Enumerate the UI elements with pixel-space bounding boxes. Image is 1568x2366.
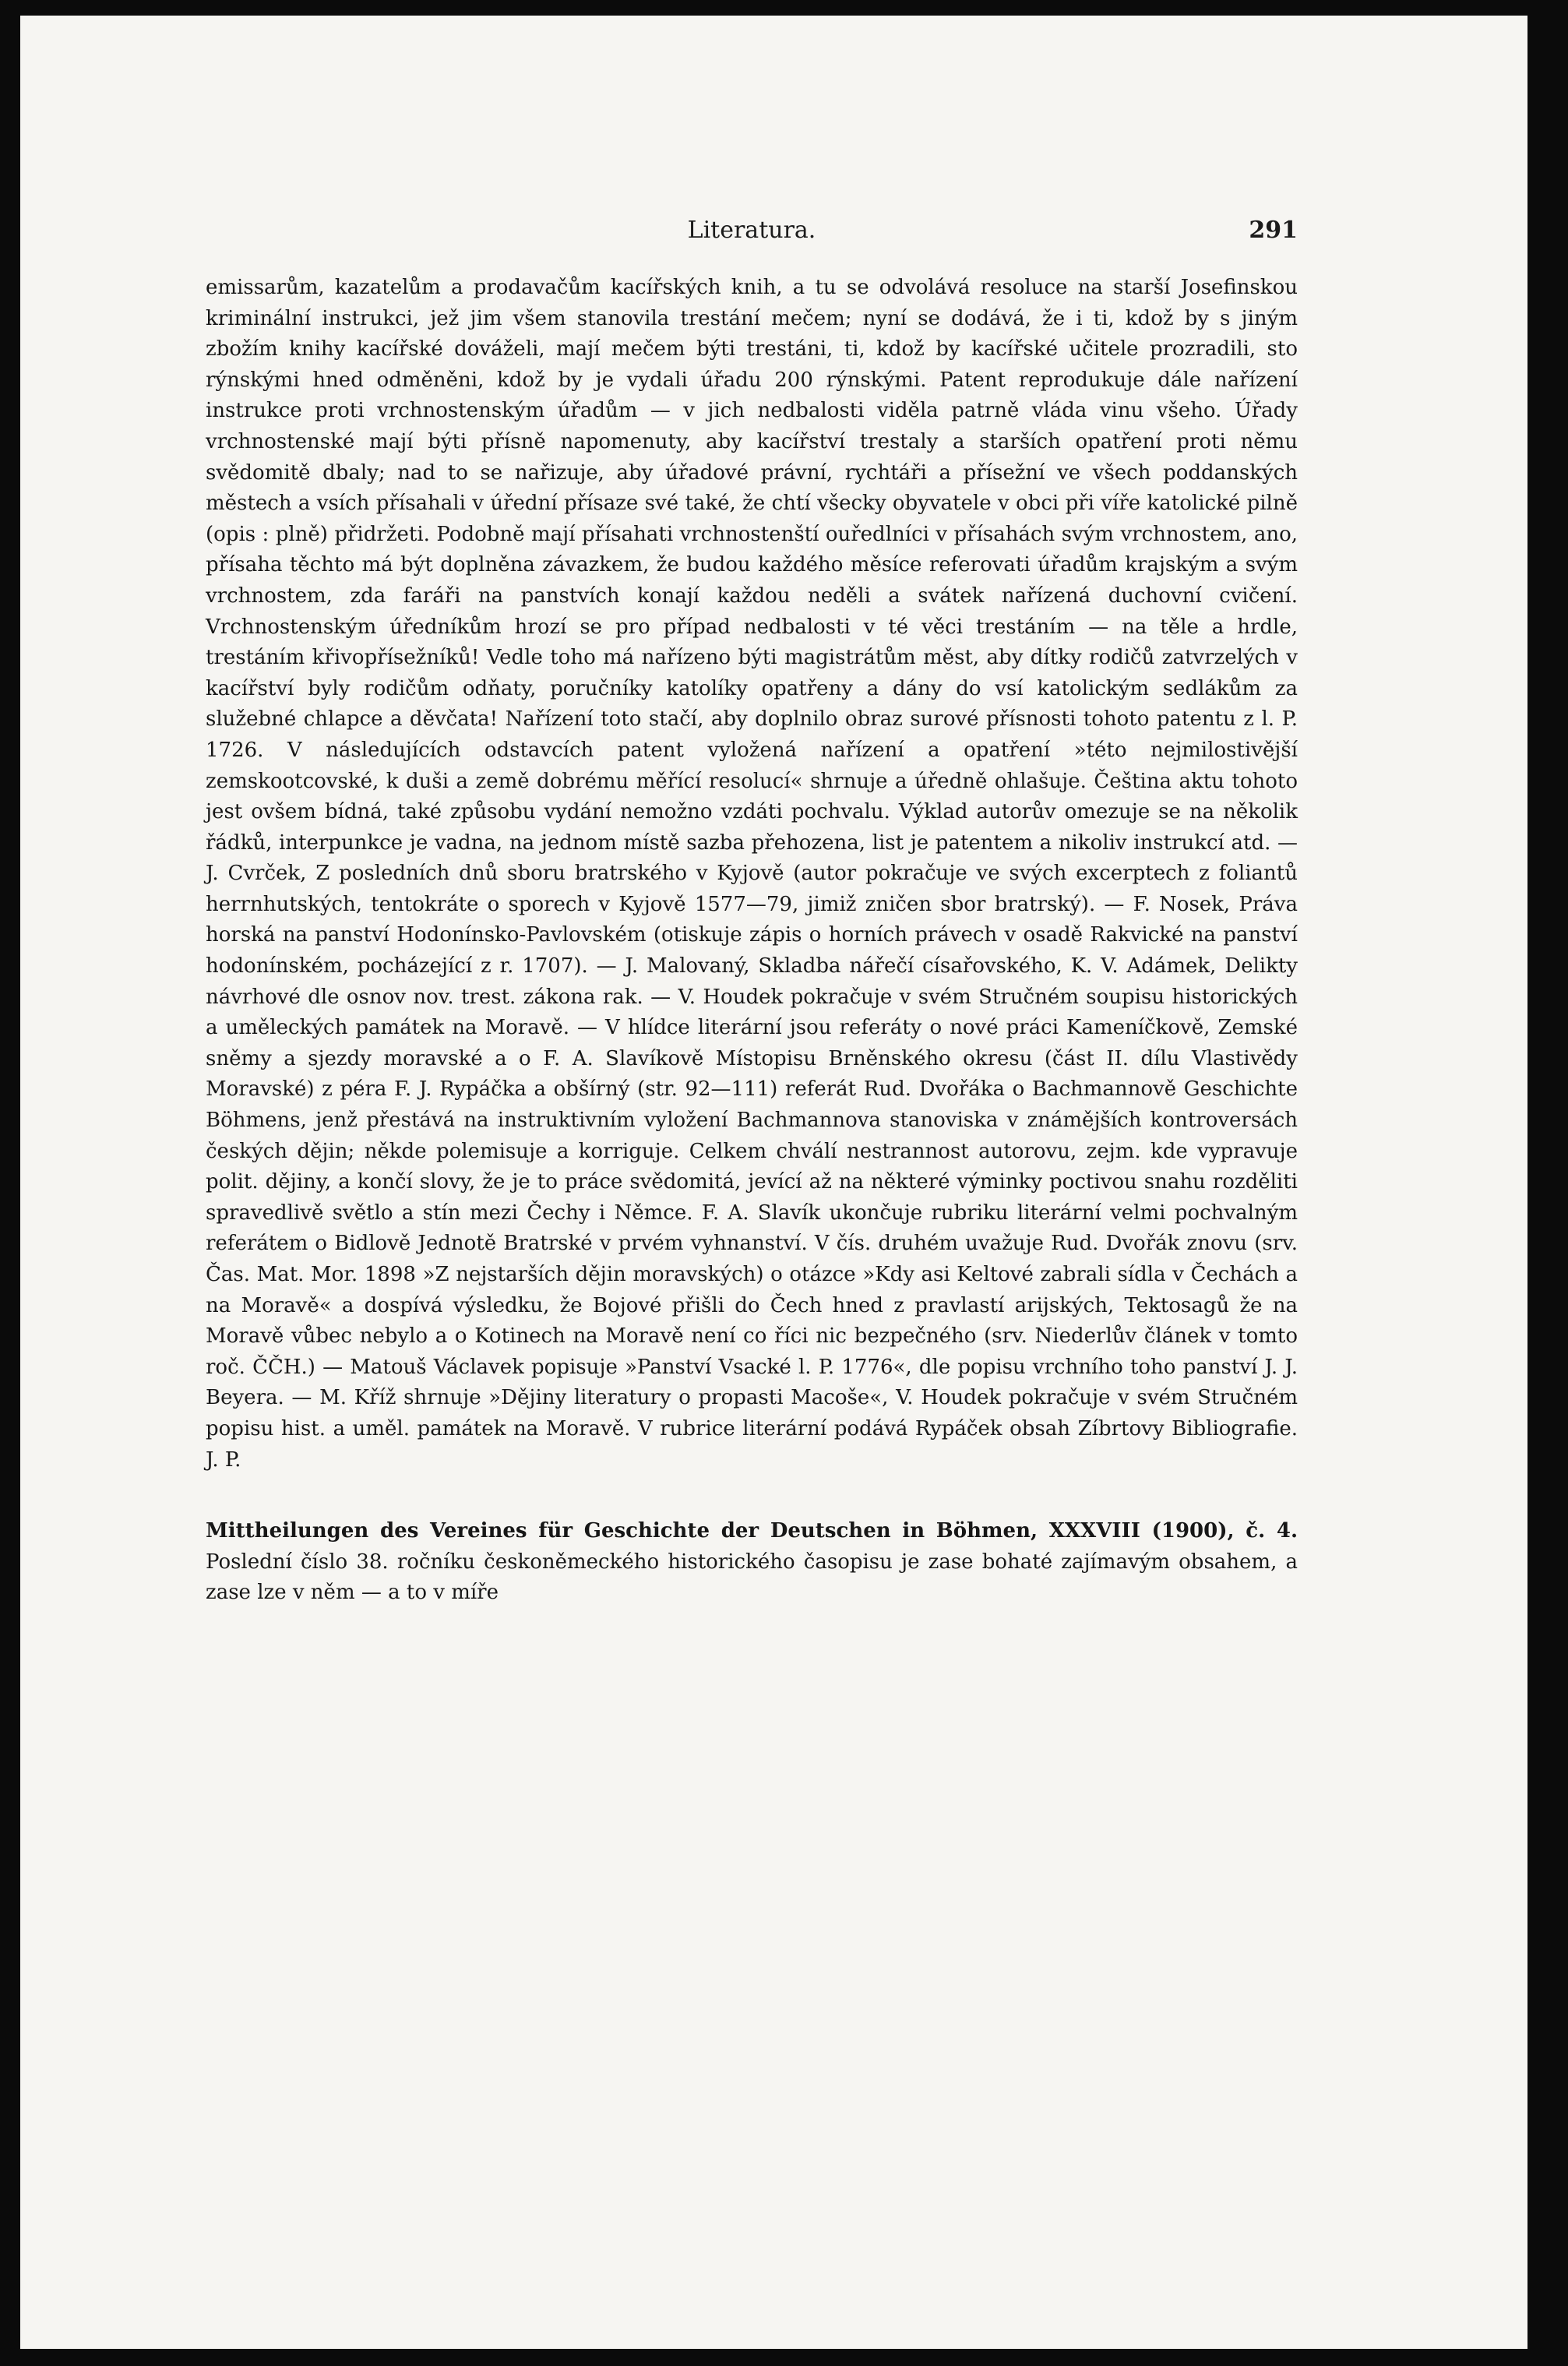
page-header <box>206 217 1298 260</box>
review-heading: Mittheilungen des Vereines für Geschichte der Deutschen in Böhmen, XXXVIII (1900), č. 4. <box>206 1519 1298 1543</box>
author-signature: J. P. <box>206 1447 241 1472</box>
running-title: Literatura. <box>687 217 816 244</box>
page-number: 291 <box>1249 217 1298 244</box>
body-paragraph: emissarům, kazatelům a prodavačům kacířských knih, a tu se odvolává resoluce na starší Josefinskou kriminální instrukci, jež jim všem stanovila trestání mečem; nyní se dodává, že i ti, kdož by s jiným zbožím knihy kacířské dováželi, mají mečem býti trestáni, ti, kdož by kacířské učitele prozradili, sto rýnskými hned odměněni, kdož by je vydali úřadu 200 rýnskými. Patent reprodukuje dále nařízení instrukce proti vrchnostenským úřadům — v jich nedbalosti viděla patrně vláda vinu všeho. Úřady vrchnostenské mají býti přísně napomenuty, aby kacířství trestaly a starších opatření proti němu svědomitě dbaly; nad to se nařizuje, aby úřadové právní, rychtáři a přísežní ve všech poddanských městech a vsích přísahali v úřední přísaze své také, že chtí všecky obyvatele v obci při víře katolické pilně (opis : plně) přidržeti. Podobně mají přísahati vrchnostenští ouředlníci v přísahách svým vrchnostem, ano, přísaha těchto má být doplněna závazkem, že budou každého měsíce referovati úřadům krajským a svým vrchnostem, zda faráři na panstvích konají každou neděli a svátek nařízená duchovní cvičení. Vrchnostenským úředníkům hrozí se pro případ nedbalosti v té věci trestáním — na těle a hrdle, trestáním křivopřísežníků! Vedle toho má nařízeno býti magistrátům měst, aby dítky rodičů zatvrzelých v kacířství byly rodičům odňaty, poručníky katolíky opatřeny a dány do vsí katolickým sedlákům za služebné chlapce a děvčata! Nařízení toto stačí, aby doplnilo obraz surové přísnosti tohoto patentu z l. P. 1726. V následujících odstavcích patent vyložená nařízení a opatření »této nejmilostivější zemskootcovské, k duši a země dobrému měřící resolucí« shrnuje a úředně ohlašuje. Čeština aktu tohoto jest ovšem bídná, také způsobu vydání nemožno vzdáti pochvalu. Výklad autorův omezuje se na několik řádků, interpunkce je vadna, na jednom místě sazba přehozena, list je patentem a nikoliv instrukcí atd. — J. Cvrček, Z posledních dnů sboru bratrského v Kyjově (autor pokračuje ve svých excerptech z foliantů herrnhutských, tentokráte o sporech v Kyjově 1577—79, jimiž zničen sbor bratrský). — F. Nosek, Práva horská na panství Hodonínsko-Pavlovském (otiskuje zápis o horních právech v osadě Rakvické na panství hodonínském, pocházející z r. 1707). — J. Malovaný, Skladba nářečí císařovského, K. V. Adámek, Delikty návrhové dle osnov nov. trest. zákona rak. — V. Houdek pokračuje v svém Stručném soupisu historických a uměleckých památek na Moravě. — V hlídce literární jsou referáty o nové práci Kameníčkově, Zemské sněmy a sjezdy moravské a o F. A. Slavíkově Místopisu Brněnského okresu (část II. dílu Vlastivědy Moravské) z péra F. J. Rypáčka a obšírný (str. 92—111) referát Rud. Dvořáka o Bachmannově Geschichte Böhmens, jenž přestává na instruktivním vyložení Bachmannova stanoviska v známějších kontroversách českých dějin; někde polemisuje a korriguje. Celkem chválí nestrannost autorovu, zejm. kde vypravuje polit. dějiny, a končí slovy, že je to práce svědomitá, jevící až na některé výminky poctivou snahu rozděliti spravedlivě světlo a stín mezi Čechy i Němce. F. A. Slavík ukončuje rubriku literární velmi pochvalným referátem o Bidlově Jednotě Bratrské v prvém vyhnanství. V čís. druhém uvažuje Rud. Dvořák znovu (srv. Čas. Mat. Mor. 1898 »Z nejstarších dějin moravských) o otázce »Kdy asi Keltové zabrali sídla v Čechách a na Moravě« a dospívá výsledku, že Bojové přišli do Čech hned z pravlastí arijských, Tektosagů že na Moravě vůbec nebylo a o Kotinech na Moravě není co říci nic bezpečného (srv. Niederlův článek v tomto roč. ČČH.) — Matouš Václavek popisuje »Panství Vsacké l. P. 1776«, dle popisu vrchního toho panství J. J. Beyera. — M. Kříž shrnuje »Dějiny literatury o propasti Macoše«, V. Houdek pokračuje v svém Stručném popisu hist. a uměl. památek na Moravě. V rubrice literární podává Rypáček obsah Zíbrtovy Bibliografie. <box>206 276 1298 1440</box>
page-sheet <box>20 16 1527 2349</box>
section-gap <box>206 1476 1298 1516</box>
article-body <box>206 273 1298 1609</box>
review-paragraph: Poslední číslo 38. ročníku českoněmeckého historického časopisu je zase bohaté zajímavým obsahem, a zase lze v něm — a to v míře <box>206 1550 1298 1605</box>
